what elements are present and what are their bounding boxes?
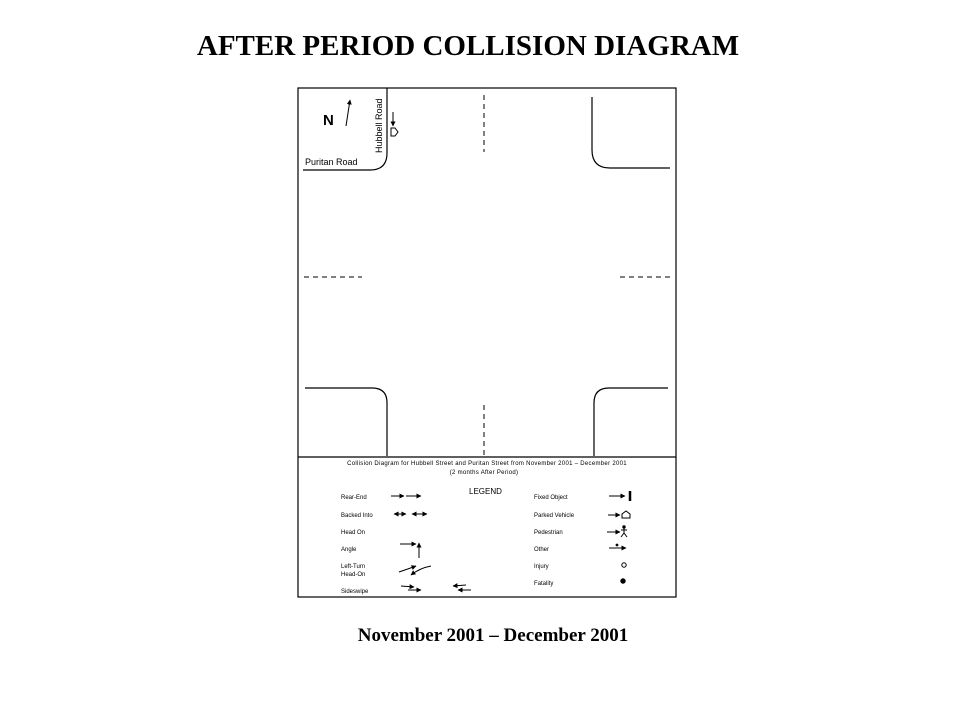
legend-item-sideswipe: Sideswipe bbox=[341, 589, 369, 595]
road-label-vertical: Hubbell Road bbox=[374, 98, 384, 153]
legend-item-left-turn: Left-Turn bbox=[341, 564, 366, 570]
fatality-icon bbox=[621, 579, 625, 583]
legend-item-fixed-object: Fixed Object bbox=[534, 495, 568, 501]
north-arrow bbox=[323, 100, 350, 129]
legend-item-injury: Injury bbox=[534, 564, 549, 570]
legend-item-rear-end: Rear-End bbox=[341, 495, 367, 501]
left-turn-head-on-icon bbox=[399, 566, 416, 572]
legend-item-backed-into: Backed Into bbox=[341, 513, 373, 519]
legend-item-head-on-2: Head-On bbox=[341, 572, 366, 578]
curb-northeast bbox=[592, 97, 670, 168]
injury-icon bbox=[622, 563, 626, 567]
legend-item-fatality: Fatality bbox=[534, 581, 554, 587]
legend-right-symbols bbox=[607, 491, 630, 583]
north-arrow-icon bbox=[346, 100, 350, 126]
curb-southwest bbox=[305, 388, 387, 456]
sideswipe-icon bbox=[401, 586, 414, 587]
curb-southeast bbox=[594, 388, 668, 456]
collision-marker bbox=[391, 112, 398, 136]
legend-item-parked-vehicle: Parked Vehicle bbox=[534, 513, 575, 519]
parked-vehicle-icon bbox=[391, 128, 398, 136]
legend-item-pedestrian: Pedestrian bbox=[534, 530, 563, 536]
road-label-horizontal: Puritan Road bbox=[305, 157, 358, 167]
north-label: N bbox=[323, 112, 334, 129]
legend-left-column bbox=[341, 495, 373, 595]
legend-item-angle: Angle bbox=[341, 547, 357, 553]
page-title: AFTER PERIOD COLLISION DIAGRAM bbox=[196, 30, 740, 62]
legend-right-column bbox=[534, 495, 575, 587]
legend-item-head-on: Head On bbox=[341, 530, 366, 536]
legend-heading: LEGEND bbox=[469, 487, 502, 496]
intersection bbox=[303, 88, 670, 456]
legend-item-other: Other bbox=[534, 547, 550, 553]
legend-left-symbols bbox=[391, 496, 471, 590]
legend-caption-line2: (2 months After Period) bbox=[449, 470, 519, 476]
date-range: November 2001 – December 2001 bbox=[357, 625, 629, 646]
legend-caption-line1: Collision Diagram for Hubbell Street and Puritan Street from November 2001 – December 2001 bbox=[347, 461, 627, 467]
center-lines bbox=[304, 95, 670, 456]
